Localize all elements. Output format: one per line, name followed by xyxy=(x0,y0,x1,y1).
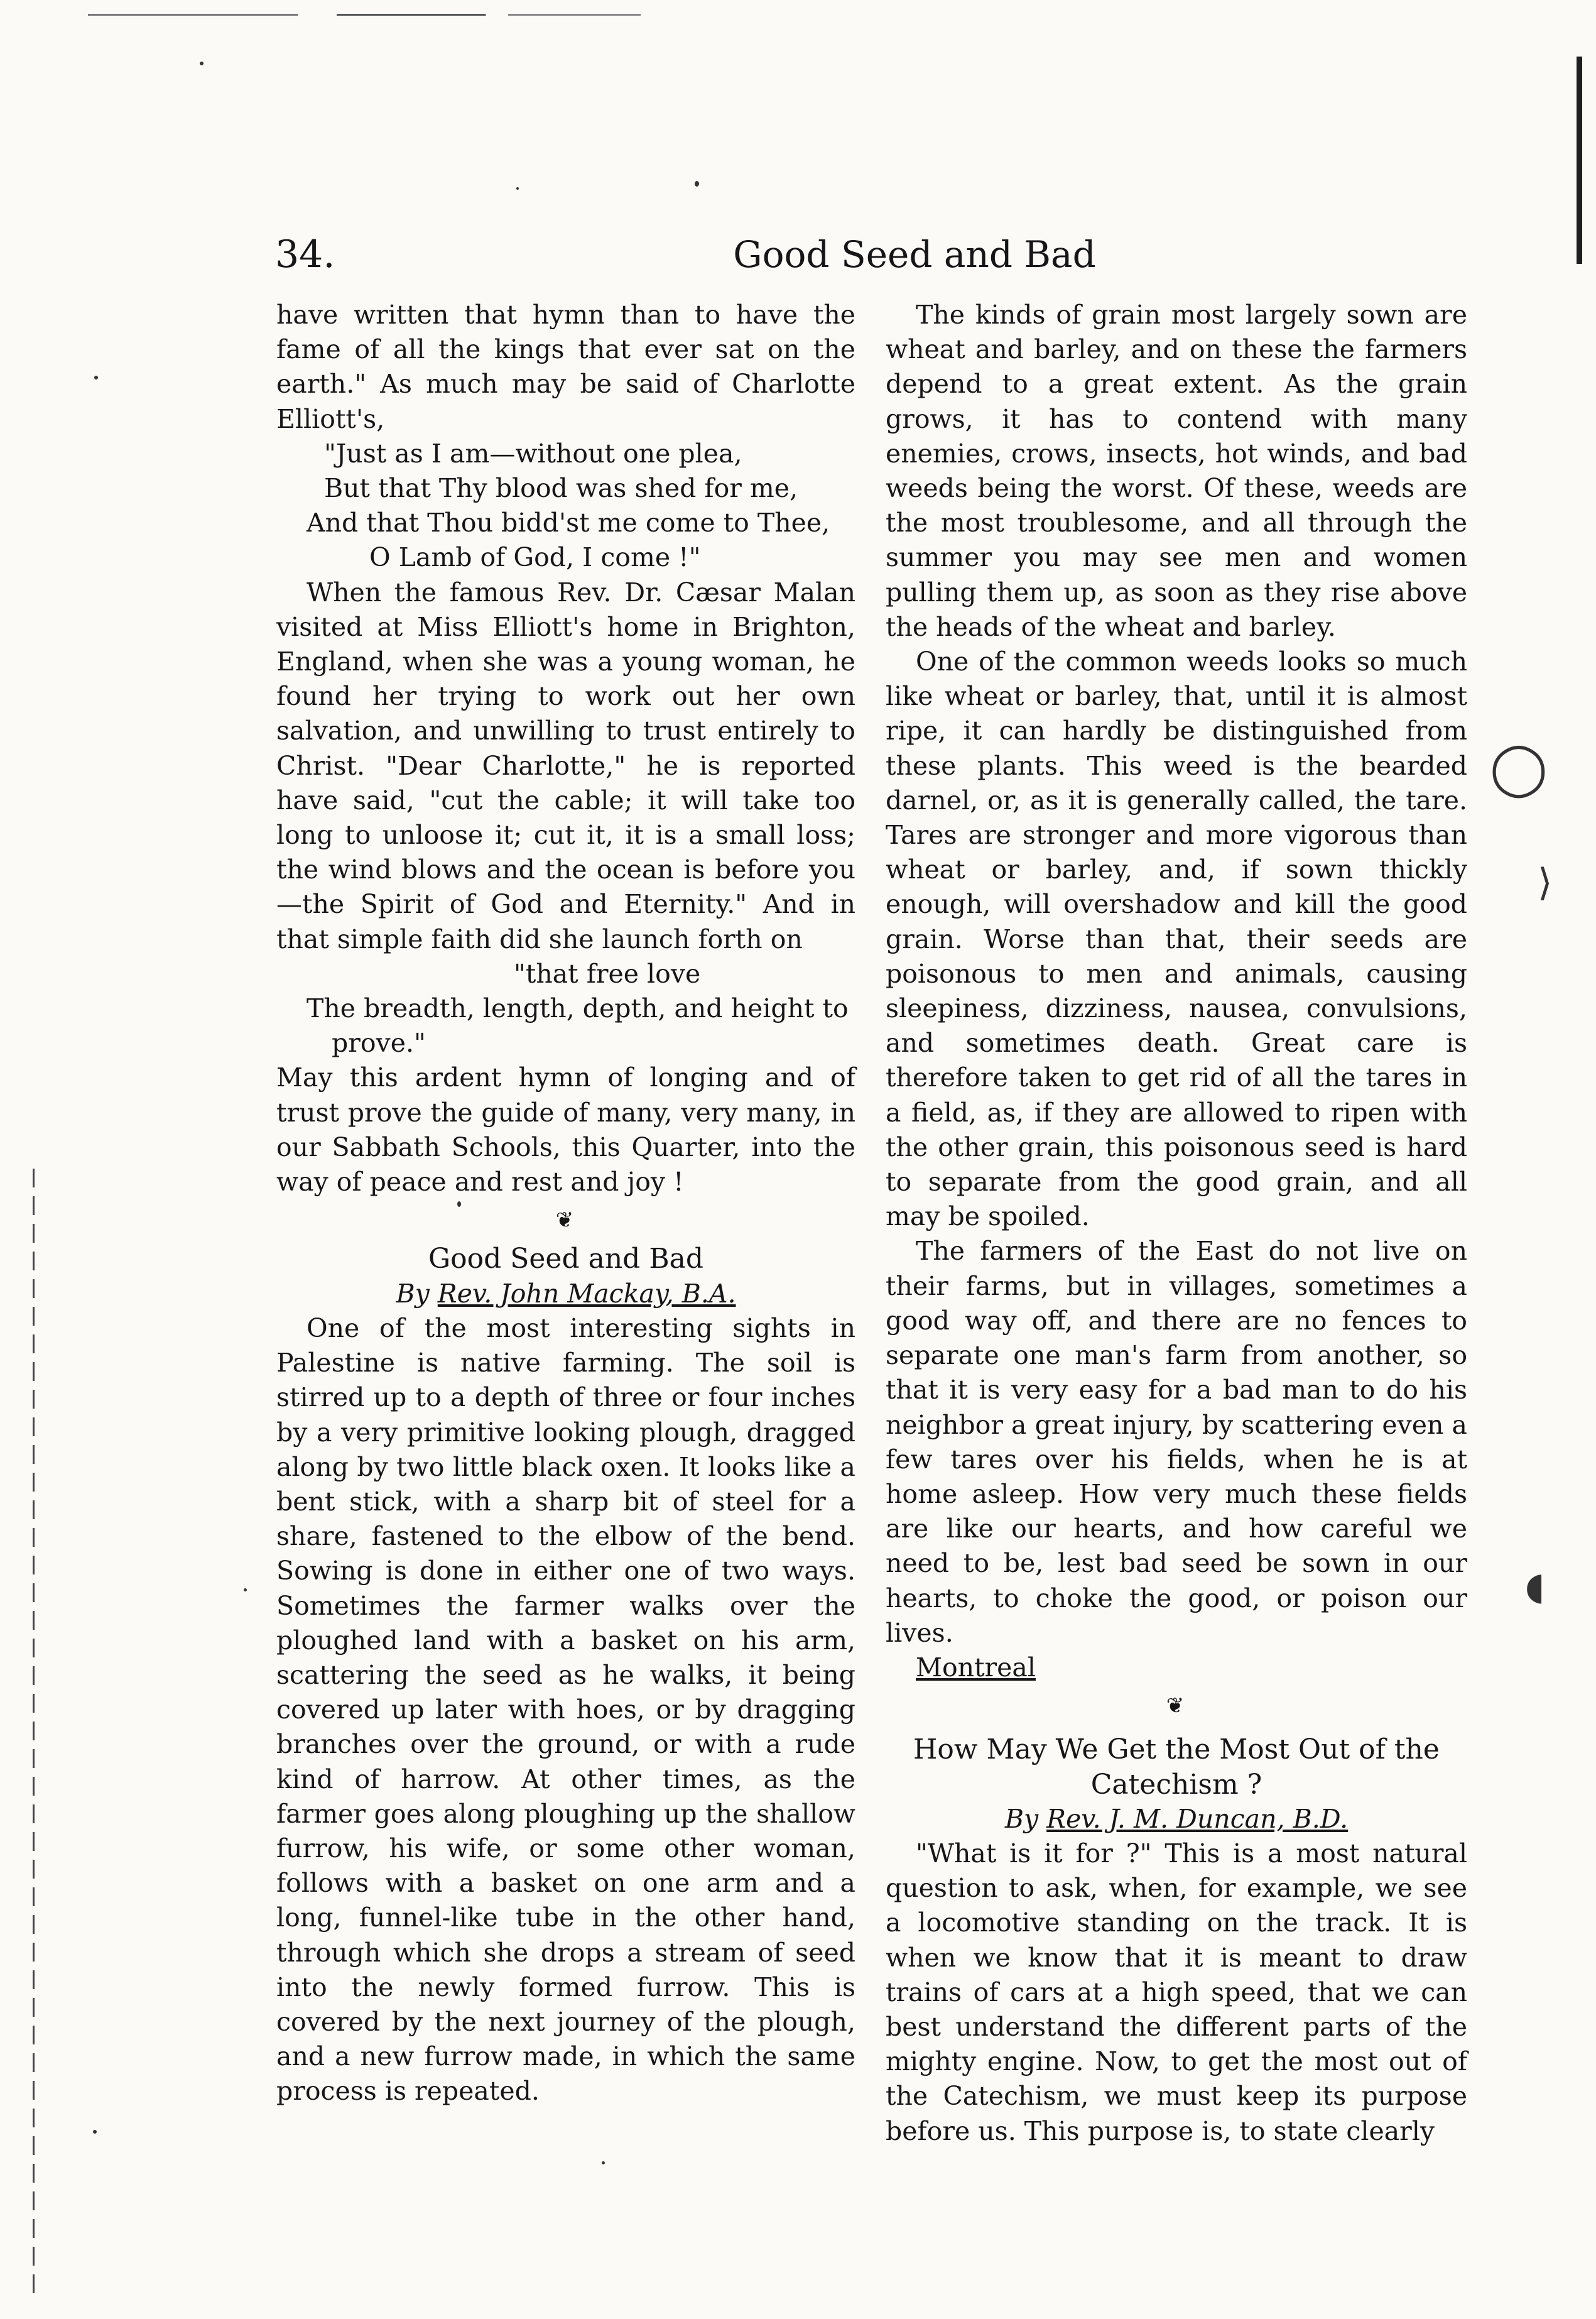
scan-speck xyxy=(695,181,699,187)
byline xyxy=(276,1277,855,1311)
poem-line: prove." xyxy=(332,1028,426,1059)
scan-margin-line xyxy=(33,1169,35,2293)
scan-edge-shadow xyxy=(1577,57,1582,264)
poem-line: And that Thou bidd'st me come to Thee, xyxy=(307,508,830,538)
byline xyxy=(886,1802,1467,1836)
right-column xyxy=(886,298,1467,2149)
page-number: 34. xyxy=(275,232,335,276)
paragraph: have written that hymn than to have the fame of all the kings that ever sat on the earth." As much may be said of Charlotte Elliott's, xyxy=(276,300,855,434)
page-header xyxy=(275,226,1466,295)
scan-speck xyxy=(516,187,519,190)
byline-author: Rev. J. M. Duncan, B.D. xyxy=(1046,1803,1349,1834)
scan-speck xyxy=(93,2130,97,2134)
hymn-quote xyxy=(307,437,855,576)
byline-author: Rev. John Mackay, B.A. xyxy=(437,1278,736,1309)
paragraph: The kinds of grain most largely sown are wheat and barley, and on these the farmers depend to a great extent. As the grain grows, it has to contend with many enemies, crows, insects, hot winds, and bad weeds being the worst. Of these, weeds are the most troublesome, and all through the summer you may see men and women pulling them up, as soon as they rise above the heads of the wheat and barley. xyxy=(886,300,1467,642)
place-signature: Montreal xyxy=(916,1652,1036,1683)
scan-speck xyxy=(94,376,98,379)
paragraph: May this ardent hymn of longing and of trust prove the guide of many, very many, in our Sabbath Schools, this Quarter, into the way of peace and rest and joy ! xyxy=(276,1062,855,1198)
poem-line: But that Thy blood was shed for me, xyxy=(324,473,798,504)
section-ornament: ❦ xyxy=(1166,1693,1187,1719)
margin-mark: ◖ xyxy=(1525,1564,1545,1608)
scan-artifact-rule xyxy=(88,14,641,16)
scan-speck xyxy=(244,1588,247,1591)
poem-line: "Just as I am—without one plea, xyxy=(324,438,742,469)
left-column xyxy=(276,298,855,2109)
poem-line: The breadth, length, depth, and height to xyxy=(307,993,849,1024)
article-title: Good Seed and Bad xyxy=(428,1243,704,1275)
poem-line: "that free love xyxy=(514,958,701,989)
byline-prefix: By xyxy=(1004,1803,1039,1834)
scan-speck xyxy=(200,62,204,65)
paragraph: When the famous Rev. Dr. Cæsar Malan visited at Miss Elliott's home in Brighton, England, when she was a young woman, he found her trying to work out her own salvation, and unwilling to trust entirely to Christ. "Dear Charlotte," he is reported have said, "cut the cable; it will take too long to unloose it; cut it, it is a small loss; the wind blows and the ocean is before you—the Spirit of God and Eternity." And in that simple faith did she launch forth on xyxy=(276,577,855,954)
poem-line: O Lamb of God, I come !" xyxy=(369,542,701,573)
hymn-quote xyxy=(307,957,855,1061)
paragraph: One of the most interesting sights in Palestine is native farming. The soil is stirred up to a depth of three or four inches by a very primitive looking plough, dragged along by two little black oxen. It looks like a bent stick, with a sharp bit of steel for a share, fastened to the elbow of the bend. Sowing is done in either one of two ways. Sometimes the farmer walks over the ploughed land with a basket on his arm, scattering the seed as he walks, it being covered up later with hoes, or by dragging branches over the ground, or with a rude kind of harrow. At other times, as the farmer goes along ploughing up the shallow furrow, his wife, or some other woman, follows with a basket on one arm and a long, funnel-like tube in the other hand, through which she drops a stream of seed into the newly formed furrow. This is covered by the next journey of the plough, and a new furrow made, in which the same process is repeated. xyxy=(276,1312,855,2107)
paragraph: One of the common weeds looks so much like wheat or barley, that, until it is almost ripe, it can hardly be distinguished from these plants. This weed is the bearded darnel, or, as it is generally called, the tare. Tares are stronger and more vigorous than wheat or barley, and, if sown thickly enough, will overshadow and kill the good grain. Worse than that, their seeds are poisonous to men and animals, causing sleepiness, dizziness, nausea, convulsions, and sometimes death. Great care is therefore taken to get rid of all the tares in a field, as, if they are allowed to ripen with the other grain, this poisonous seed is hard to separate from the good grain, and all may be spoiled. xyxy=(886,647,1467,1232)
section-ornament: ❦ xyxy=(555,1208,577,1233)
margin-mark: ⟩ xyxy=(1538,861,1553,905)
running-title: Good Seed and Bad xyxy=(733,233,1096,276)
scan-speck xyxy=(602,2161,605,2164)
article-title: How May We Get the Most Out of the Catechism ? xyxy=(913,1733,1440,1801)
paragraph: "What is it for ?" This is a most natural question to ask, when, for example, we see a locomotive standing on the track. It is when we know that it is meant to draw trains of cars at a high speed, that we can best understand the different parts of the mighty engine. Now, to get the most out of the Catechism, we must keep its purpose before us. This purpose is, to state clearly xyxy=(886,1838,1467,2146)
byline-prefix: By xyxy=(396,1278,430,1309)
paragraph: The farmers of the East do not live on their farms, but in villages, sometimes a good way off, and there are no fences to separate one man's farm from another, so that it is very easy for a bad man to do his neighbor a great injury, by scattering even a few tares over his fields, when he is at home asleep. How very much these fields are like our hearts, and how careful we need to be, lest bad seed be sown in our hearts, to choke the good, or poison our lives. xyxy=(886,1236,1467,1648)
margin-mark: ◯ xyxy=(1490,738,1548,798)
